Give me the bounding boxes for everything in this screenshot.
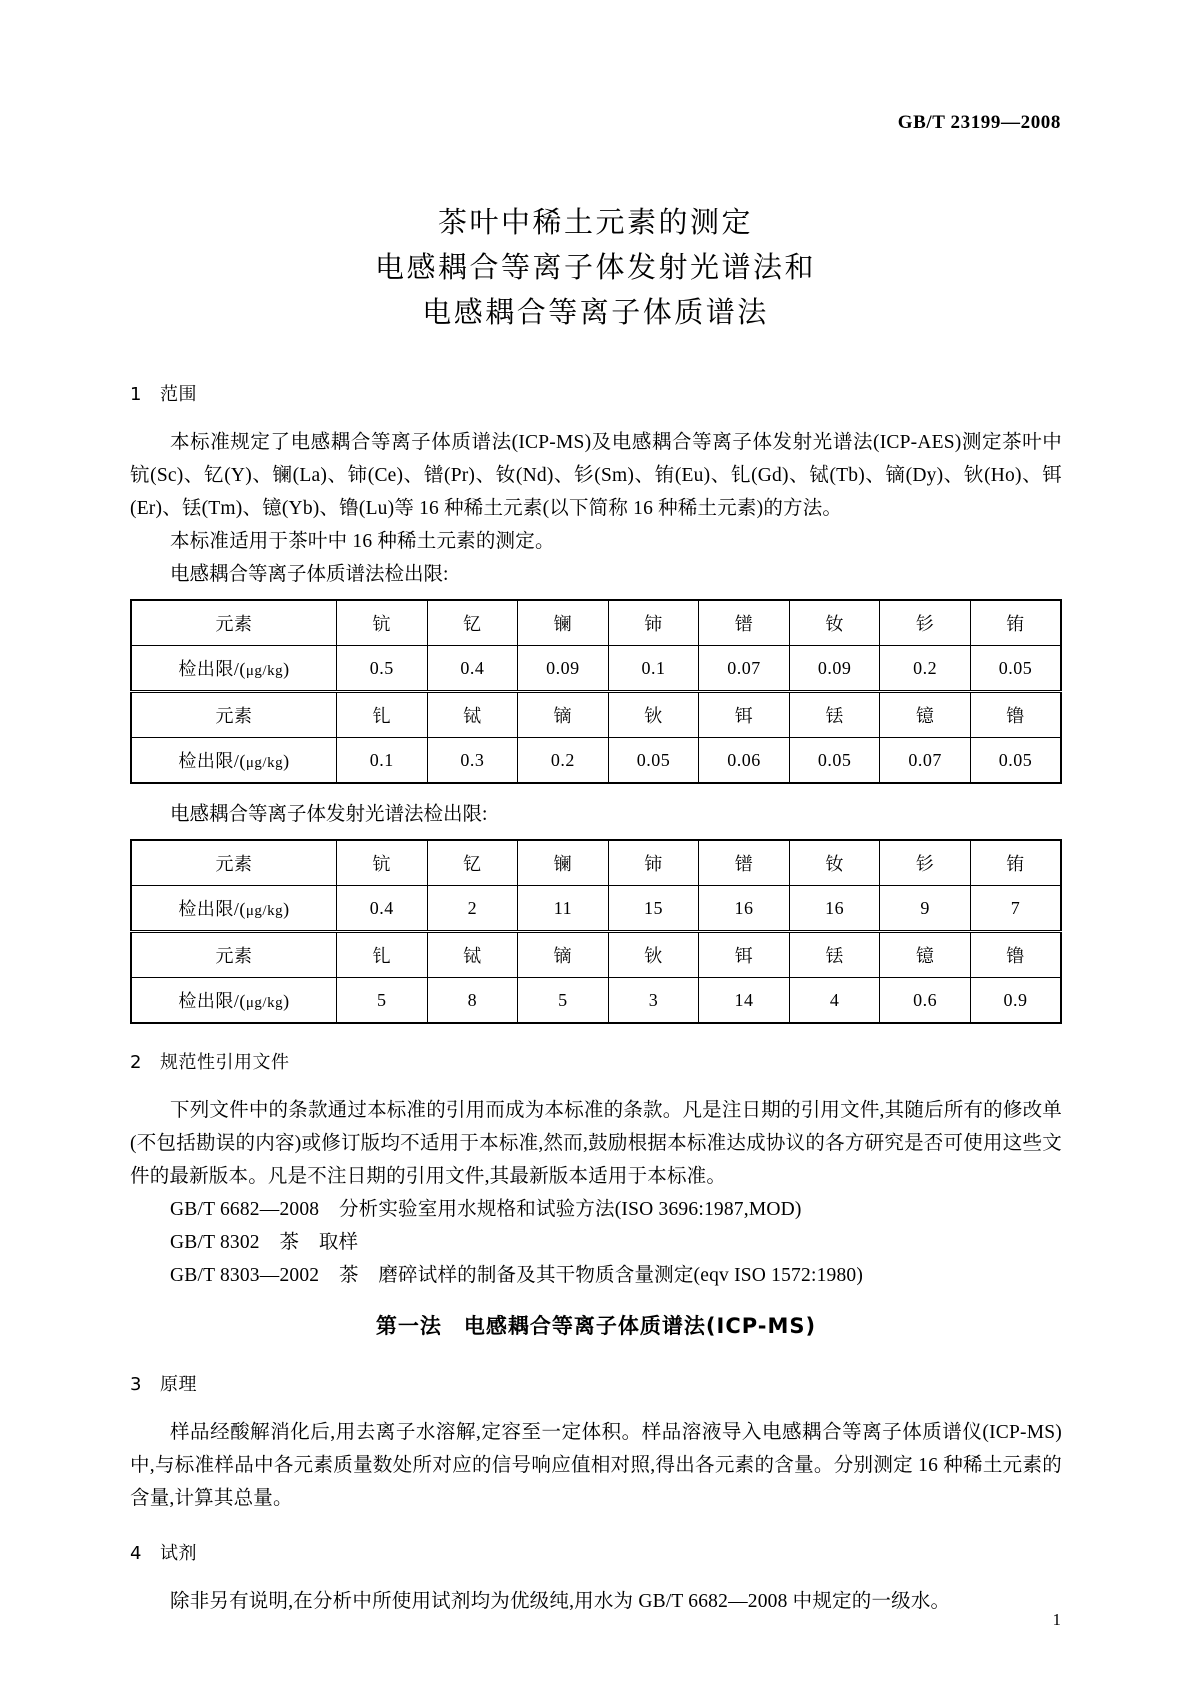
row-header-element: 元素 (131, 932, 337, 978)
clause1-paragraph-2: 本标准适用于茶叶中 16 种稀土元素的测定。 (170, 531, 555, 552)
cell-value: 0.9 (970, 978, 1061, 1024)
cell-value: 0.4 (427, 646, 518, 692)
document-title (0, 200, 1191, 335)
cell-element: 铥 (789, 692, 880, 738)
cell-element: 铒 (699, 932, 790, 978)
cell-value: 0.05 (970, 738, 1061, 784)
cell-value: 0.1 (337, 738, 428, 784)
cell-element: 镨 (699, 600, 790, 646)
row-header-detection-limit: 检出限/(μg/kg) (131, 738, 337, 784)
cell-value: 0.05 (970, 646, 1061, 692)
cell-element: 钇 (427, 840, 518, 886)
cell-value: 0.4 (337, 886, 428, 932)
table-icp-aes-detection-limits (130, 839, 1062, 1024)
table-row (131, 692, 1061, 738)
cell-element: 镱 (880, 932, 971, 978)
standard-code: GB/T 23199—2008 (897, 112, 1061, 133)
clause4-paragraph-1: 除非另有说明,在分析中所使用试剂均为优级纯,用水为 GB/T 6682—2008 中规定的一级水。 (170, 1591, 951, 1612)
clause-number-3: 3 (130, 1374, 142, 1395)
cell-value: 11 (518, 886, 609, 932)
cell-element: 铒 (699, 692, 790, 738)
cell-value: 0.05 (608, 738, 699, 784)
cell-value: 3 (608, 978, 699, 1024)
clause-number-2: 2 (130, 1052, 142, 1073)
clause3-paragraph-1: 样品经酸解消化后,用去离子水溶解,定容至一定体积。样品溶液导入电感耦合等离子体质谱仪(ICP-MS)中,与标准样品中各元素质量数处所对应的信号响应值相对照,得出各元素的含量。分别测定 16 种稀土元素的含量,计算其总量。 (130, 1422, 1062, 1509)
cell-value: 9 (880, 886, 971, 932)
row-header-element: 元素 (131, 600, 337, 646)
cell-element: 钆 (337, 692, 428, 738)
running-header (130, 108, 1061, 134)
cell-value: 0.06 (699, 738, 790, 784)
normative-reference-2: GB/T 8302 茶 取样 (170, 1232, 359, 1253)
cell-value: 2 (427, 886, 518, 932)
cell-value: 14 (699, 978, 790, 1024)
clause-number-1: 1 (130, 384, 142, 405)
cell-value: 0.5 (337, 646, 428, 692)
cell-element: 镨 (699, 840, 790, 886)
cell-value: 0.3 (427, 738, 518, 784)
cell-value: 15 (608, 886, 699, 932)
cell-value: 8 (427, 978, 518, 1024)
cell-value: 0.2 (518, 738, 609, 784)
cell-element: 钐 (880, 840, 971, 886)
table-row (131, 646, 1061, 692)
cell-element: 钪 (337, 840, 428, 886)
clause-number-4: 4 (130, 1543, 142, 1564)
cell-value: 0.2 (880, 646, 971, 692)
cell-element: 镥 (970, 692, 1061, 738)
clause-heading-4 (130, 1539, 1062, 1565)
normative-reference-3: GB/T 8303—2002 茶 磨碎试样的制备及其干物质含量测定(eqv ISO 1572:1980) (170, 1265, 864, 1286)
clause-title-1: 范围 (160, 384, 197, 405)
cell-element: 铕 (970, 600, 1061, 646)
table-row (131, 600, 1061, 646)
table-row (131, 932, 1061, 978)
table-row (131, 886, 1061, 932)
table-caption-icp-ms: 电感耦合等离子体质谱法检出限: (170, 564, 449, 585)
cell-value: 0.6 (880, 978, 971, 1024)
table-row (131, 978, 1061, 1024)
clause-heading-1 (130, 380, 1062, 406)
cell-element: 铥 (789, 932, 880, 978)
cell-value: 0.07 (880, 738, 971, 784)
table-row (131, 840, 1061, 886)
method-heading: 第一法 电感耦合等离子体质谱法(ICP-MS) (375, 1314, 817, 1338)
title-line-1: 茶叶中稀土元素的测定 (437, 205, 753, 239)
cell-element: 钆 (337, 932, 428, 978)
normative-reference-1: GB/T 6682—2008 分析实验室用水规格和试验方法(ISO 3696:1987,MOD) (170, 1199, 802, 1220)
cell-value: 0.1 (608, 646, 699, 692)
cell-element: 铕 (970, 840, 1061, 886)
cell-value: 16 (699, 886, 790, 932)
cell-element: 钬 (608, 932, 699, 978)
clause2-paragraph-1: 下列文件中的条款通过本标准的引用而成为本标准的条款。凡是注日期的引用文件,其随后所有的修改单(不包括勘误的内容)或修订版均不适用于本标准,然而,鼓励根据本标准达成协议的各方研究是否可使用这些文件的最新版本。凡是不注日期的引用文件,其最新版本适用于本标准。 (130, 1100, 1062, 1187)
clause-title-4: 试剂 (160, 1543, 197, 1564)
cell-element: 钬 (608, 692, 699, 738)
table-icp-ms-detection-limits (130, 599, 1062, 784)
clause-heading-3 (130, 1370, 1062, 1396)
clause-title-3: 原理 (160, 1374, 197, 1395)
row-header-detection-limit: 检出限/(μg/kg) (131, 978, 337, 1024)
cell-element: 镝 (518, 692, 609, 738)
cell-element: 镝 (518, 932, 609, 978)
cell-element: 铈 (608, 600, 699, 646)
cell-element: 钪 (337, 600, 428, 646)
cell-value: 5 (518, 978, 609, 1024)
cell-element: 镱 (880, 692, 971, 738)
cell-element: 镧 (518, 600, 609, 646)
cell-element: 钇 (427, 600, 518, 646)
cell-value: 0.05 (789, 738, 880, 784)
cell-element: 铽 (427, 692, 518, 738)
clause1-paragraph-1: 本标准规定了电感耦合等离子体质谱法(ICP-MS)及电感耦合等离子体发射光谱法(ICP-AES)测定茶叶中钪(Sc)、钇(Y)、镧(La)、铈(Ce)、镨(Pr)、钕(Nd)、钐(Sm)、铕(Eu)、钆(Gd)、铽(Tb)、镝(Dy)、钬(Ho)、铒(Er)、铥(Tm)、镱(Yb)、镥(Lu)等 16 种稀土元素(以下简称 16 种稀土元素)的方法。 (130, 432, 1062, 519)
cell-element: 镥 (970, 932, 1061, 978)
cell-element: 钕 (789, 600, 880, 646)
clause-title-2: 规范性引用文件 (160, 1052, 290, 1073)
cell-element: 钕 (789, 840, 880, 886)
cell-element: 钐 (880, 600, 971, 646)
cell-element: 铈 (608, 840, 699, 886)
table-caption-icp-aes: 电感耦合等离子体发射光谱法检出限: (170, 804, 488, 825)
document-body (130, 380, 1062, 1618)
cell-element: 镧 (518, 840, 609, 886)
row-header-element: 元素 (131, 840, 337, 886)
row-header-detection-limit: 检出限/(μg/kg) (131, 886, 337, 932)
cell-value: 16 (789, 886, 880, 932)
cell-value: 5 (337, 978, 428, 1024)
title-line-2: 电感耦合等离子体发射光谱法和 (374, 250, 816, 284)
page-number: 1 (1052, 1610, 1061, 1629)
row-header-element: 元素 (131, 692, 337, 738)
cell-value: 0.07 (699, 646, 790, 692)
title-line-3: 电感耦合等离子体质谱法 (422, 295, 769, 329)
cell-value: 7 (970, 886, 1061, 932)
clause-heading-2 (130, 1048, 1062, 1074)
cell-value: 4 (789, 978, 880, 1024)
cell-element: 铽 (427, 932, 518, 978)
cell-value: 0.09 (789, 646, 880, 692)
row-header-detection-limit: 检出限/(μg/kg) (131, 646, 337, 692)
table-row (131, 738, 1061, 784)
cell-value: 0.09 (518, 646, 609, 692)
